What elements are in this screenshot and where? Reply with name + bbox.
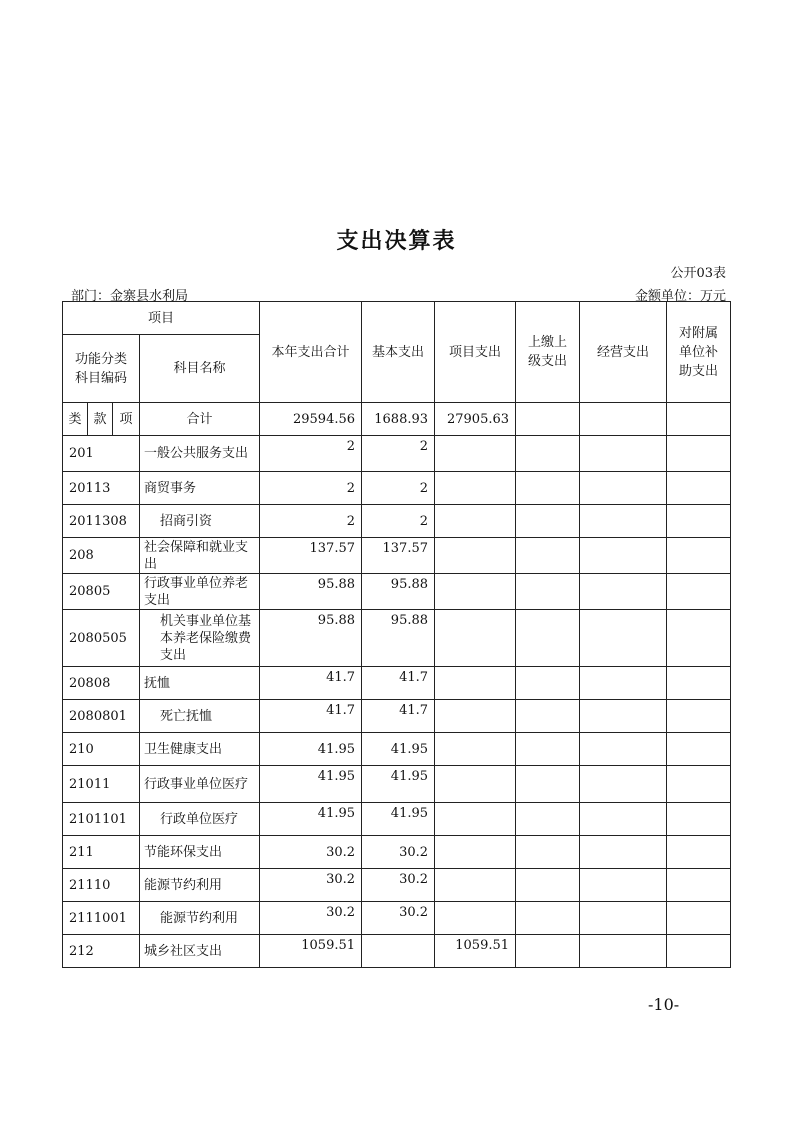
row-basic: 30.2 xyxy=(362,836,435,869)
row-upper xyxy=(516,667,580,700)
row-project xyxy=(435,733,516,766)
row-name: 商贸事务 xyxy=(140,472,260,505)
row-upper xyxy=(516,700,580,733)
row-upper xyxy=(516,472,580,505)
amount-unit-label: 金额单位：万元 xyxy=(634,289,726,304)
row-upper xyxy=(516,538,580,574)
table-row xyxy=(63,574,731,610)
row-project xyxy=(435,766,516,803)
header-xiang: 项 xyxy=(113,403,140,436)
row-subsidy xyxy=(667,436,731,472)
row-project xyxy=(435,869,516,902)
row-subsidy xyxy=(667,836,731,869)
row-operating xyxy=(580,436,667,472)
row-total: 41.7 xyxy=(260,667,362,700)
row-upper xyxy=(516,902,580,935)
row-operating xyxy=(580,538,667,574)
row-operating xyxy=(580,803,667,836)
row-project xyxy=(435,667,516,700)
row-name: 死亡抚恤 xyxy=(140,700,260,733)
row-upper xyxy=(516,836,580,869)
row-total: 30.2 xyxy=(260,902,362,935)
row-basic: 41.7 xyxy=(362,667,435,700)
row-operating xyxy=(580,935,667,968)
row-total: 41.95 xyxy=(260,733,362,766)
row-name: 行政事业单位医疗 xyxy=(140,766,260,803)
row-total: 95.88 xyxy=(260,610,362,667)
row-basic: 2 xyxy=(362,436,435,472)
row-basic: 95.88 xyxy=(362,574,435,610)
row-subsidy xyxy=(667,935,731,968)
summary-basic: 1688.93 xyxy=(362,403,435,436)
table-row xyxy=(63,935,731,968)
row-code: 21110 xyxy=(63,869,140,902)
row-name: 一般公共服务支出 xyxy=(140,436,260,472)
row-operating xyxy=(580,574,667,610)
row-subsidy xyxy=(667,505,731,538)
header-basic: 基本支出 xyxy=(362,302,435,403)
row-project xyxy=(435,538,516,574)
row-total: 2 xyxy=(260,436,362,472)
row-subsidy xyxy=(667,538,731,574)
header-item: 项目 xyxy=(63,302,260,335)
row-operating xyxy=(580,733,667,766)
row-basic: 30.2 xyxy=(362,869,435,902)
table-row xyxy=(63,700,731,733)
row-operating xyxy=(580,869,667,902)
row-basic xyxy=(362,935,435,968)
table-row xyxy=(63,667,731,700)
row-operating xyxy=(580,505,667,538)
row-operating xyxy=(580,902,667,935)
page-title: 支出决算表 xyxy=(336,228,457,254)
row-operating xyxy=(580,667,667,700)
page-number: -10- xyxy=(648,995,680,1014)
row-project xyxy=(435,803,516,836)
row-code: 21011 xyxy=(63,766,140,803)
summary-project: 27905.63 xyxy=(435,403,516,436)
row-operating xyxy=(580,700,667,733)
header-total: 本年支出合计 xyxy=(260,302,362,403)
row-name: 城乡社区支出 xyxy=(140,935,260,968)
table-row xyxy=(63,505,731,538)
row-subsidy xyxy=(667,574,731,610)
row-code: 20113 xyxy=(63,472,140,505)
row-total: 41.7 xyxy=(260,700,362,733)
row-basic: 41.95 xyxy=(362,803,435,836)
row-name: 卫生健康支出 xyxy=(140,733,260,766)
row-upper xyxy=(516,733,580,766)
row-code: 20808 xyxy=(63,667,140,700)
table-row xyxy=(63,472,731,505)
summary-label: 合计 xyxy=(140,403,260,436)
row-project xyxy=(435,505,516,538)
row-subsidy xyxy=(667,869,731,902)
row-total: 41.95 xyxy=(260,766,362,803)
row-total: 137.57 xyxy=(260,538,362,574)
summary-row xyxy=(63,403,731,436)
row-basic: 95.88 xyxy=(362,610,435,667)
row-operating xyxy=(580,610,667,667)
row-name: 招商引资 xyxy=(140,505,260,538)
row-total: 30.2 xyxy=(260,869,362,902)
row-total: 2 xyxy=(260,472,362,505)
header-code: 功能分类科目编码 xyxy=(63,335,140,403)
row-name: 机关事业单位基本养老保险缴费支出 xyxy=(140,610,260,667)
row-code: 201 xyxy=(63,436,140,472)
row-subsidy xyxy=(667,700,731,733)
row-project xyxy=(435,610,516,667)
row-code: 2080801 xyxy=(63,700,140,733)
row-basic: 41.95 xyxy=(362,766,435,803)
row-total: 95.88 xyxy=(260,574,362,610)
row-operating xyxy=(580,472,667,505)
header-project: 项目支出 xyxy=(435,302,516,403)
row-name: 能源节约利用 xyxy=(140,869,260,902)
table-row xyxy=(63,610,731,667)
row-total: 2 xyxy=(260,505,362,538)
row-basic: 30.2 xyxy=(362,902,435,935)
table-row xyxy=(63,902,731,935)
row-basic: 137.57 xyxy=(362,538,435,574)
row-name: 抚恤 xyxy=(140,667,260,700)
row-code: 208 xyxy=(63,538,140,574)
row-project xyxy=(435,902,516,935)
row-upper xyxy=(516,935,580,968)
row-upper xyxy=(516,505,580,538)
header-kuan: 款 xyxy=(88,403,113,436)
row-code: 20805 xyxy=(63,574,140,610)
row-name: 社会保障和就业支出 xyxy=(140,538,260,574)
row-subsidy xyxy=(667,766,731,803)
row-code: 211 xyxy=(63,836,140,869)
row-subsidy xyxy=(667,610,731,667)
row-code: 212 xyxy=(63,935,140,968)
row-total: 41.95 xyxy=(260,803,362,836)
row-operating xyxy=(580,836,667,869)
row-upper xyxy=(516,869,580,902)
table-row xyxy=(63,869,731,902)
row-upper xyxy=(516,436,580,472)
row-code: 2080505 xyxy=(63,610,140,667)
row-code: 2111001 xyxy=(63,902,140,935)
row-total: 30.2 xyxy=(260,836,362,869)
row-code: 210 xyxy=(63,733,140,766)
row-name: 行政事业单位养老支出 xyxy=(140,574,260,610)
row-subsidy xyxy=(667,733,731,766)
row-upper xyxy=(516,766,580,803)
table-row xyxy=(63,803,731,836)
row-subsidy xyxy=(667,472,731,505)
row-subsidy xyxy=(667,803,731,836)
header-lei: 类 xyxy=(63,403,88,436)
table-row xyxy=(63,836,731,869)
row-basic: 41.95 xyxy=(362,733,435,766)
row-name: 节能环保支出 xyxy=(140,836,260,869)
row-basic: 41.7 xyxy=(362,700,435,733)
header-operating: 经营支出 xyxy=(580,302,667,403)
table-row xyxy=(63,733,731,766)
row-upper xyxy=(516,803,580,836)
table-row xyxy=(63,766,731,803)
form-number: 公开03表 xyxy=(670,266,726,281)
row-project xyxy=(435,574,516,610)
row-code: 2101101 xyxy=(63,803,140,836)
summary-subsidy xyxy=(667,403,731,436)
row-upper xyxy=(516,574,580,610)
row-name: 行政单位医疗 xyxy=(140,803,260,836)
row-project xyxy=(435,700,516,733)
row-project xyxy=(435,436,516,472)
table-row xyxy=(63,436,731,472)
header-upper: 上缴上级支出 xyxy=(516,302,580,403)
expenditure-table xyxy=(62,301,731,968)
row-subsidy xyxy=(667,667,731,700)
row-code: 2011308 xyxy=(63,505,140,538)
row-name: 能源节约利用 xyxy=(140,902,260,935)
row-project: 1059.51 xyxy=(435,935,516,968)
header-name: 科目名称 xyxy=(140,335,260,403)
row-upper xyxy=(516,610,580,667)
summary-total: 29594.56 xyxy=(260,403,362,436)
department-label: 部门：金寨县水利局 xyxy=(71,289,189,304)
row-total: 1059.51 xyxy=(260,935,362,968)
summary-operating xyxy=(580,403,667,436)
row-basic: 2 xyxy=(362,505,435,538)
row-basic: 2 xyxy=(362,472,435,505)
row-operating xyxy=(580,766,667,803)
table-row xyxy=(63,538,731,574)
row-subsidy xyxy=(667,902,731,935)
summary-upper xyxy=(516,403,580,436)
row-project xyxy=(435,836,516,869)
row-project xyxy=(435,472,516,505)
header-subsidy: 对附属单位补助支出 xyxy=(667,302,731,403)
